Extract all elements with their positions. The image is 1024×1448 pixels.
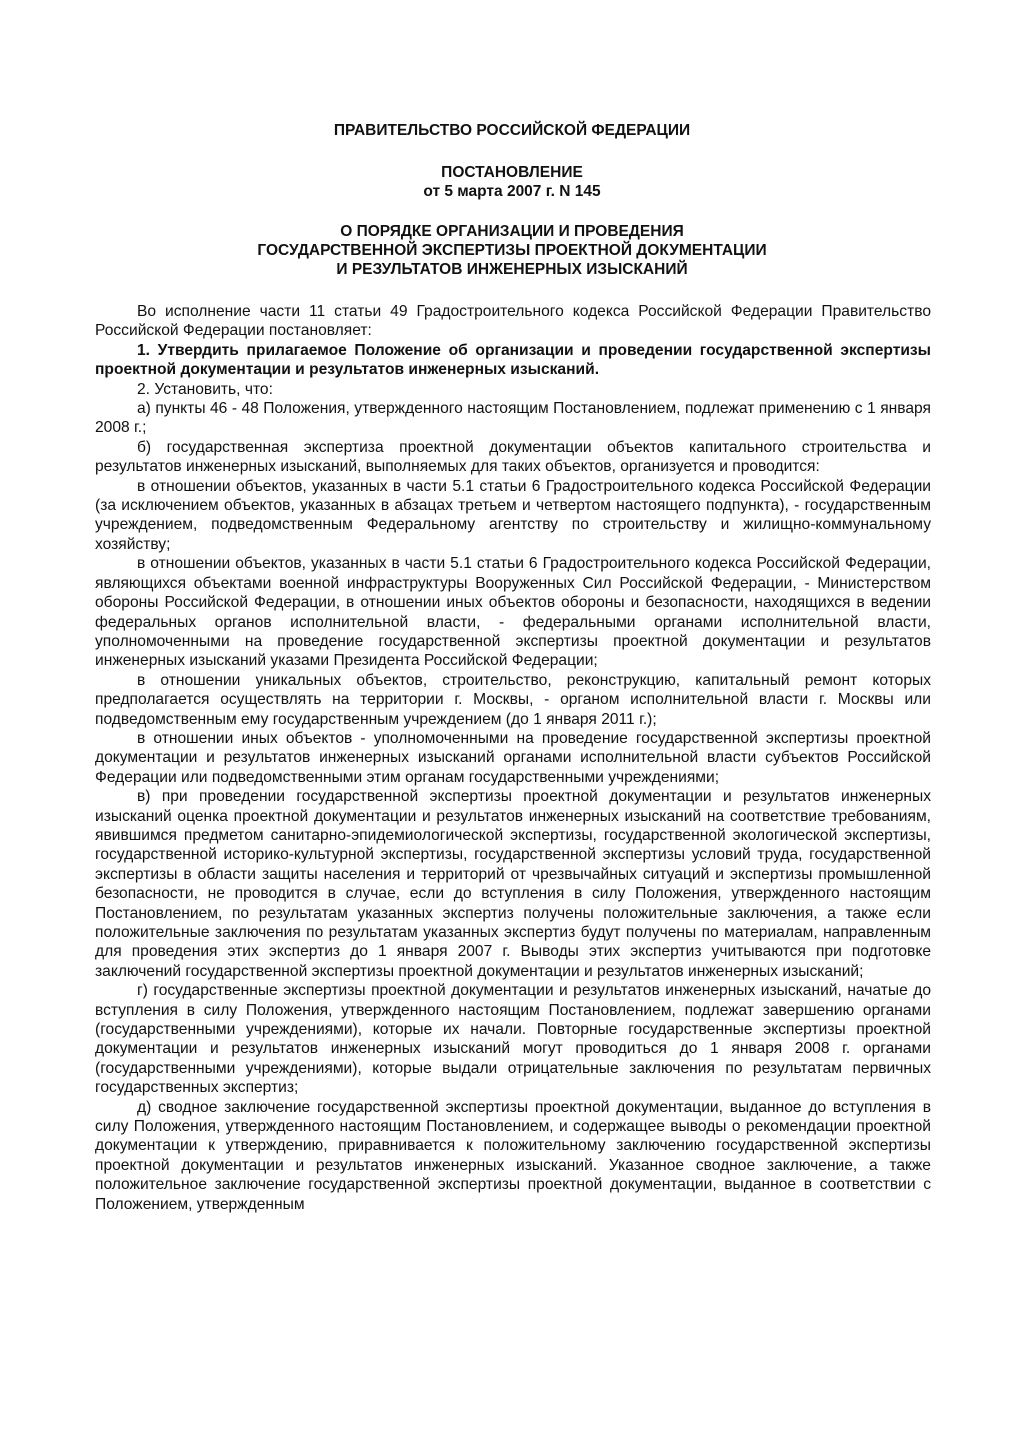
paragraph-item-1: 1. Утвердить прилагаемое Положение об организации и проведении государственной экспертизы проектной документации и результатов инженерных изысканий.: [95, 341, 931, 379]
title-line: ГОСУДАРСТВЕННОЙ ЭКСПЕРТИЗЫ ПРОЕКТНОЙ ДОКУМЕНТАЦИИ: [257, 242, 767, 259]
organization-name: ПРАВИТЕЛЬСТВО РОССИЙСКОЙ ФЕДЕРАЦИИ: [333, 122, 691, 139]
document-body: [95, 302, 931, 1214]
paragraph-subitem-b-2: в отношении объектов, указанных в части 5.1 статьи 6 Градостроительного кодекса Российской Федерации, являющихся объектами военной инфраструктуры Вооруженных Сил Российской Федерации, - Министерством обороны Российской Федерации, в отношении иных объектов обороны и безопасности, находящихся в ведении федеральных органов исполнительной власти, - федеральными органами исполнительной власти, уполномоченными на проведение государственной экспертизы проектной документации и результатов инженерных изысканий указами Президента Российской Федерации;: [95, 555, 931, 670]
title-line: О ПОРЯДКЕ ОРГАНИЗАЦИИ И ПРОВЕДЕНИЯ: [340, 223, 684, 240]
document-date-number: от 5 марта 2007 г. N 145: [423, 183, 601, 200]
paragraph-subitem-d: д) сводное заключение государственной экспертизы проектной документации, выданное до вступления в силу Положения, утвержденного настоящим Постановлением, и содержащее выводы о рекомендации проектной документации к утверждению, приравнивается к положительному заключению государственной экспертизы проектной документации и результатов инженерных изысканий. Указанное сводное заключение, а также положительное заключение государственной экспертизы проектной документации, выданное в соответствии с Положением, утвержденным: [95, 1098, 931, 1213]
title-line: И РЕЗУЛЬТАТОВ ИНЖЕНЕРНЫХ ИЗЫСКАНИЙ: [336, 261, 688, 278]
paragraph-preamble: Во исполнение части 11 статьи 49 Градостроительного кодекса Российской Федерации Правительство Российской Федерации постановляет:: [95, 303, 931, 340]
document-title: [0, 222, 1024, 279]
paragraph-subitem-g: г) государственные экспертизы проектной документации и результатов инженерных изысканий, начатые до вступления в силу Положения, утвержденного настоящим Постановлением, подлежат завершению органами (государственными учреждениями), которые их начали. Повторные государственные экспертизы проектной документации и результатов инженерных изысканий могут проводиться до 1 января 2008 г. органами (государственными учреждениями), которые выдали отрицательные заключения по результатам первичных государственных экспертиз;: [95, 982, 931, 1097]
paragraph-item-2: 2. Установить, что:: [137, 380, 273, 398]
paragraph-subitem-b-3: в отношении уникальных объектов, строительство, реконструкцию, капитальный ремонт которых предполагается осуществлять на территории г. Москвы, - органом исполнительной власти г. Москвы или подведомственным ему государственным учреждением (до 1 января 2011 г.);: [95, 671, 931, 728]
document-type: ПОСТАНОВЛЕНИЕ: [441, 164, 583, 181]
decree-heading: [0, 163, 1024, 201]
paragraph-subitem-v: в) при проведении государственной экспертизы проектной документации и результатов инженерных изысканий оценка проектной документации и результатов инженерных изысканий на соответствие требованиям, явившимся предметом санитарно-эпидемиологической экспертизы, государственной экологической экспертизы, государственной историко-культурной экспертизы, государственной экспертизы условий труда, государственной экспертизы в области защиты населения и территорий от чрезвычайных ситуаций и экспертизы промышленной безопасности, не проводится в случае, если до вступления в силу Положения, утвержденного настоящим Постановлением, по результатам указанных экспертиз получены положительные заключения, а также если положительные заключения по результатам указанных экспертиз будут получены по материалам, направленным для проведения этих экспертиз до 1 января 2007 г. Выводы этих экспертиз учитываются при подготовке заключений государственной экспертизы проектной документации и результатов инженерных изысканий;: [95, 788, 931, 980]
paragraph-subitem-a: а) пункты 46 - 48 Положения, утвержденного настоящим Постановлением, подлежат применению с 1 января 2008 г.;: [95, 400, 931, 437]
organization-heading: [0, 121, 1024, 140]
paragraph-subitem-b-4: в отношении иных объектов - уполномоченными на проведение государственной экспертизы проектной документации и результатов инженерных изысканий органами исполнительной власти субъектов Российской Федерации или подведомственными этим органам государственными учреждениями;: [95, 729, 931, 786]
paragraph-subitem-b-1: в отношении объектов, указанных в части 5.1 статьи 6 Градостроительного кодекса Российской Федерации (за исключением объектов, указанных в абзацах третьем и четвертом настоящего подпункта), - государственным учреждением, подведомственным Федеральному агентству по строительству и жилищно-коммунальному хозяйству;: [95, 477, 931, 553]
paragraph-subitem-b: б) государственная экспертиза проектной документации объектов капитального строительства и результатов инженерных изысканий, выполняемых для таких объектов, организуется и проводится:: [95, 438, 931, 476]
